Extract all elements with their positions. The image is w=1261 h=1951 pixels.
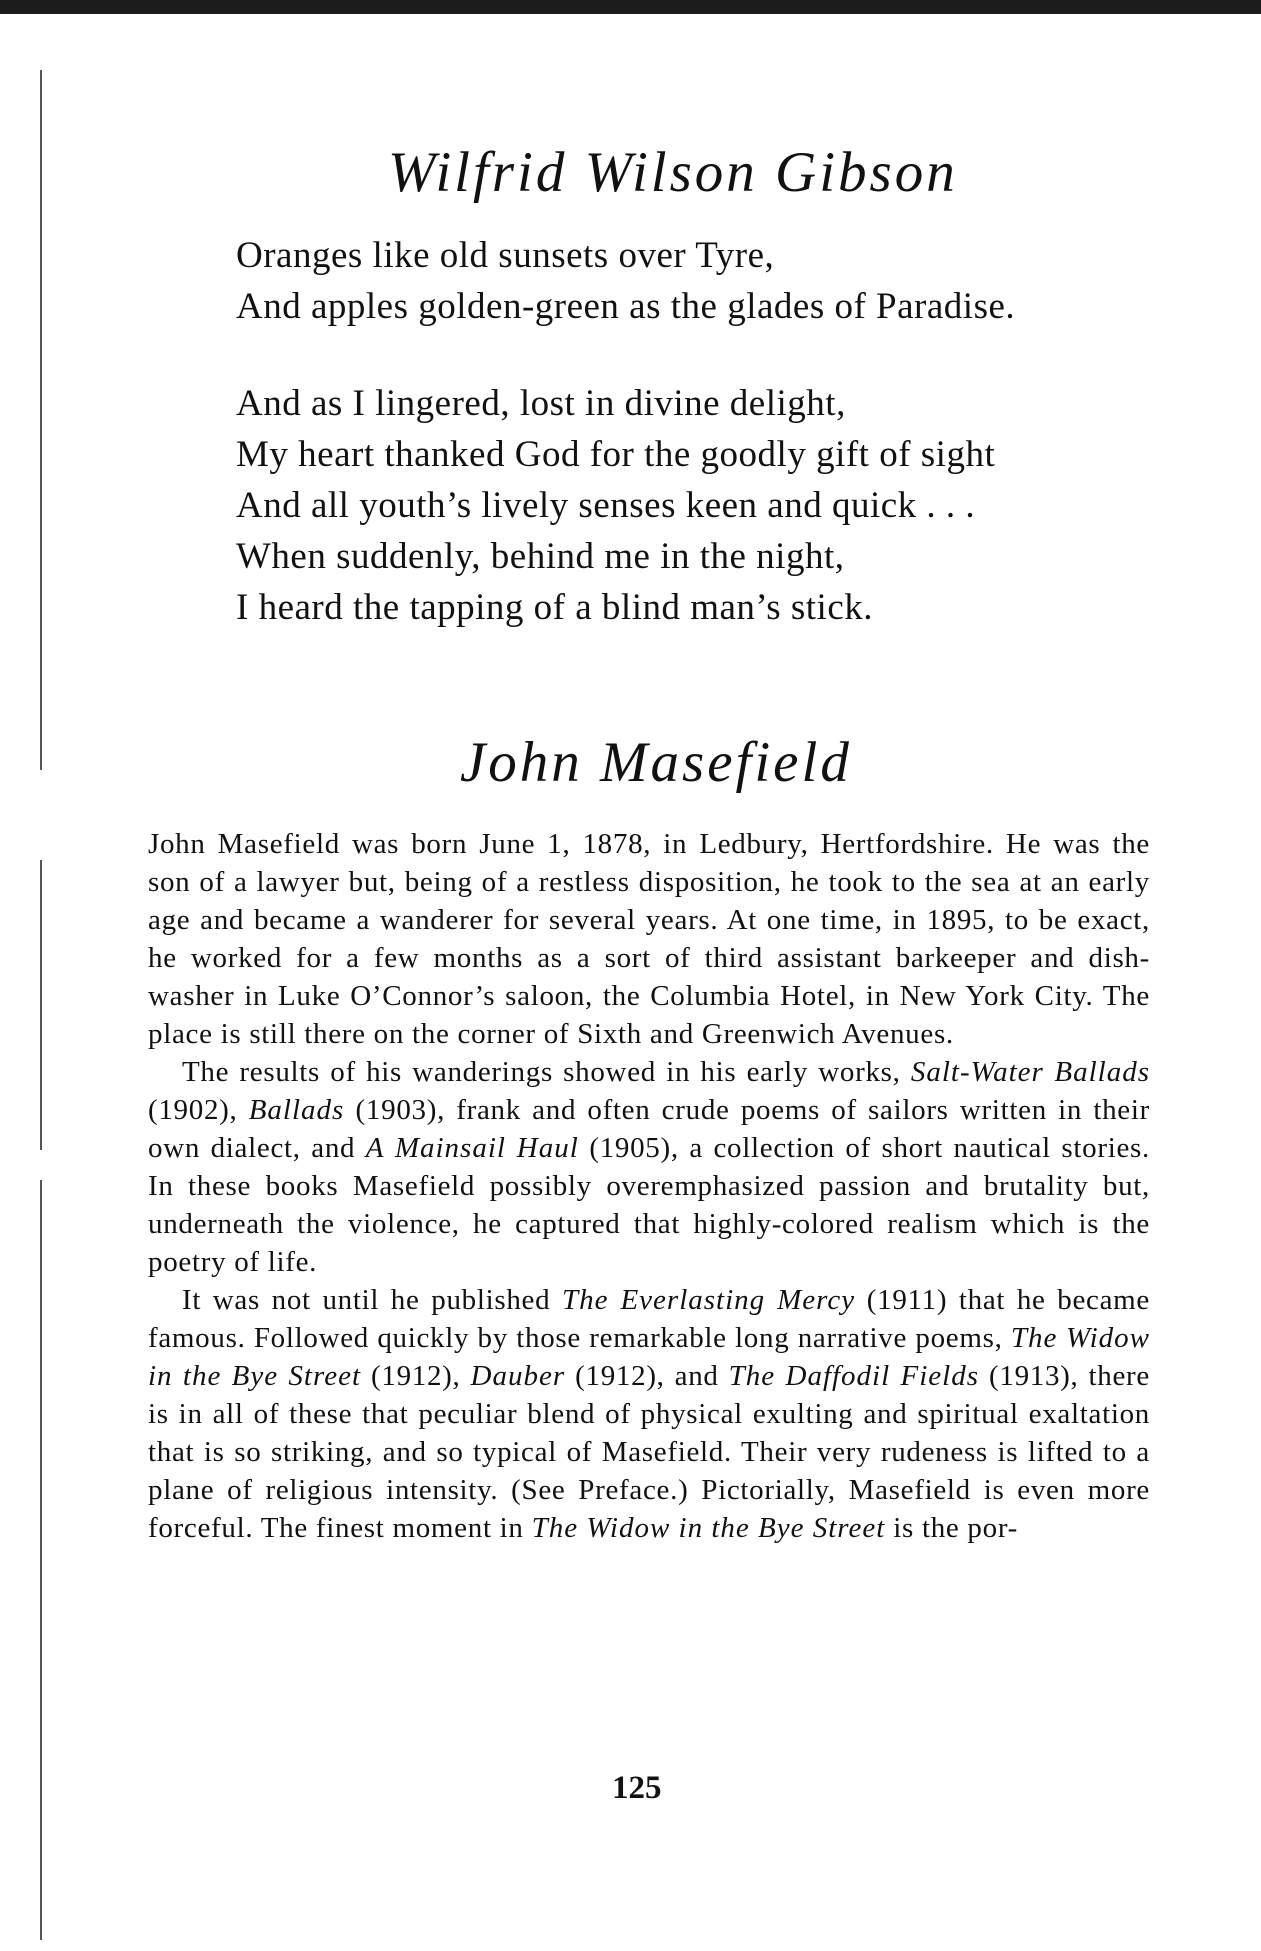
poem-line: And as I lingered, lost in divine delight, [236, 383, 846, 424]
poem-stanza-2 [236, 378, 1236, 633]
poem-line: I heard the tapping of a blind man’s stick. [236, 587, 873, 628]
poem-line: And all youth’s lively senses keen and quick . . . [236, 485, 976, 526]
bio-paragraph-3: It was not until he published The Everlasting Mercy (1911) that he became famous. Followed quickly by those remarkable long narrative poems, The Widow in the Bye Street (1912), Dauber (1912), and The Daffodil Fields (1913), there is in all of these that peculiar blend of physical exulting and spiritual exaltation that is so striking, and so typical of Masefield. Their very rudeness is lifted to a plane of religious intensity. (See Preface.) Pictorially, Masefield is even more forceful. The finest moment in The Widow in the Bye Street is the por- [148, 1284, 1151, 1544]
poem-line: Oranges like old sunsets over Tyre, [236, 235, 775, 276]
author-heading-masefield: John Masefield [460, 731, 852, 794]
poem-line: And apples golden-green as the glades of Paradise. [236, 286, 1016, 327]
work-title: A Mainsail Haul [365, 1132, 579, 1164]
page-number: 125 [612, 1770, 662, 1806]
work-title: The Everlasting Mercy [561, 1284, 856, 1316]
poem-line: My heart thanked God for the goodly gift of sight [236, 434, 996, 475]
author-heading-gibson: Wilfrid Wilson Gibson [388, 141, 958, 204]
masefield-biography [148, 825, 1150, 1547]
bio-paragraph-1: John Masefield was born June 1, 1878, in Ledbury, Hertfordshire. He was the son of a lawyer but, being of a restless disposition, he took to the sea at an early age and became a wanderer for several years. At one time, in 1895, to be exact, he worked for a few months as a sort of third assistant barkeeper and dish-washer in Luke O’Connor’s saloon, the Columbia Hotel, in New York City. The place is still there on the corner of Sixth and Greenwich Avenues. [148, 828, 1150, 1050]
work-title: Salt-Water Ballads [910, 1056, 1150, 1088]
work-title: The Widow in the Bye Street [148, 1322, 1150, 1392]
work-title: The Widow in the Bye Street [531, 1512, 886, 1544]
poem-line: When suddenly, behind me in the night, [236, 536, 845, 577]
work-title: Ballads [248, 1094, 345, 1126]
poem-stanza-1 [236, 230, 1236, 332]
bio-paragraph-2: The results of his wanderings showed in his early works, Salt-Water Ballads (1902), Ballads (1903), frank and often crude poems of sailors written in their own dialect, and A Mainsail Haul (1905), a collection of short nautical stories. In these books Masefield possibly overemphasized passion and brutality but, underneath the violence, he captured that highly-colored realism which is the poetry of life. [148, 1056, 1150, 1278]
work-title: Dauber [470, 1360, 566, 1392]
work-title: The Daffodil Fields [728, 1360, 979, 1392]
